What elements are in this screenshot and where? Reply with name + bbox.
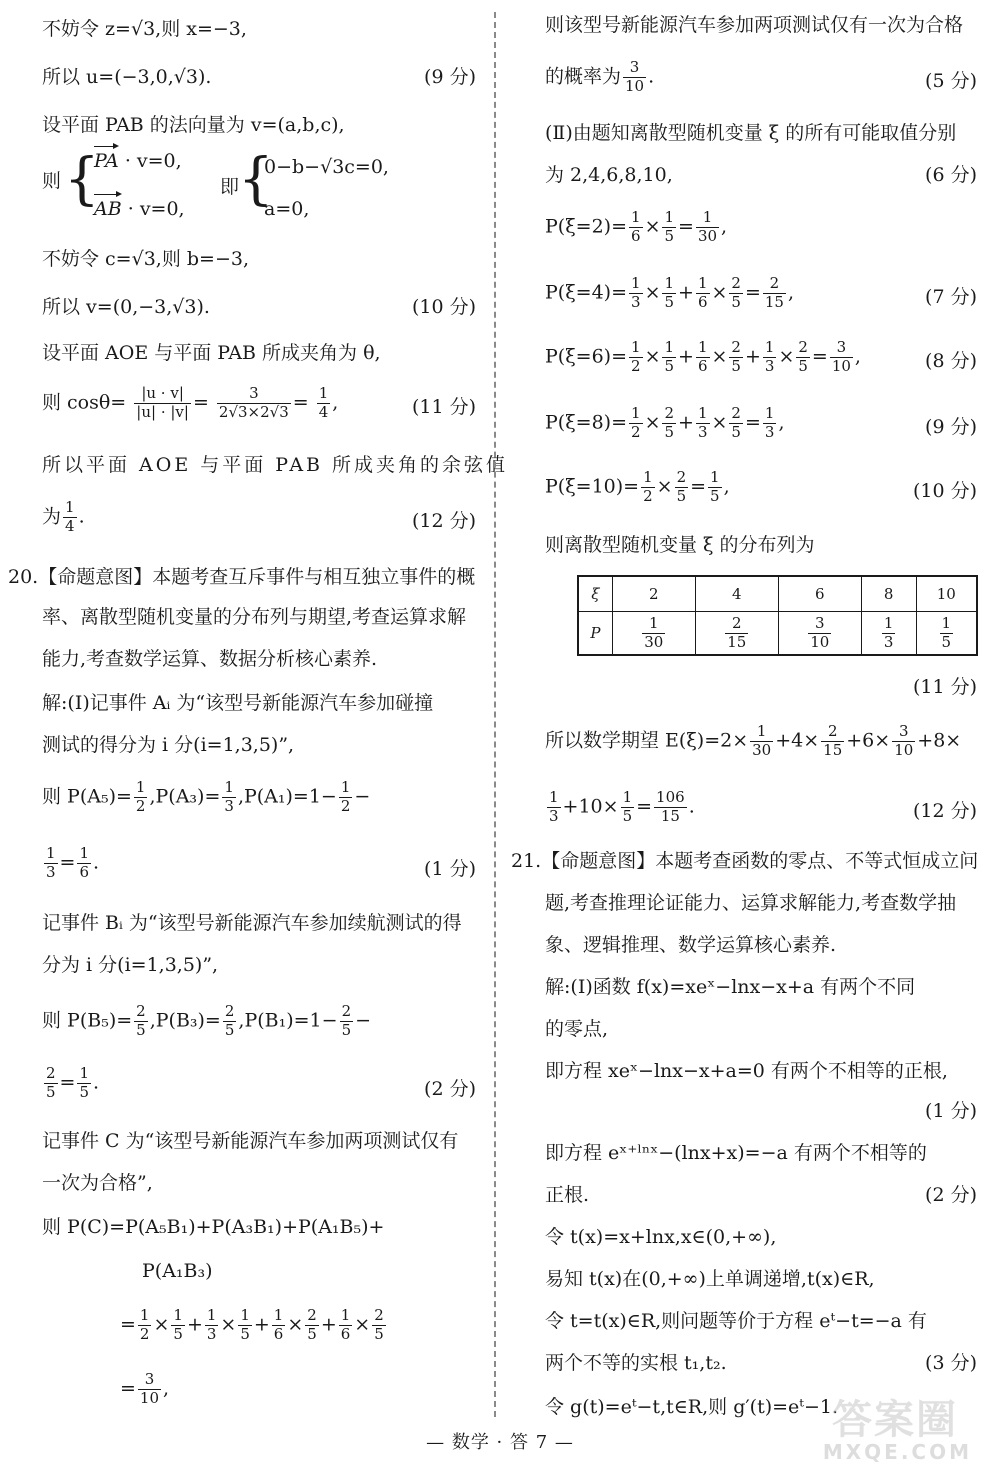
text-line: 不妨令 c=√3,则 b=−3,	[42, 248, 250, 270]
formula-line: 所以数学期望 E(ξ)=2× $\frac{1}{30}$ +4× $\frac{2}{15}$ +6× $\frac{3}{10}$ +8×	[545, 722, 962, 759]
score: (6 分)	[925, 164, 977, 186]
formula-line: P(ξ=2)= $\frac{1}{6}$ × $\frac{1}{5}$ = $\frac{1}{30}$ ,	[545, 208, 728, 245]
text-line: 易知 t(x)在(0,+∞)上单调递增,t(x)∈R,	[545, 1268, 875, 1290]
text-line: 则该型号新能源汽车参加两项测试仅有一次为合格	[545, 14, 964, 36]
text-line: 即方程 xeˣ−lnx−x+a=0 有两个不相等的正根,	[545, 1060, 948, 1082]
score: (1 分)	[925, 1100, 977, 1122]
score: (10 分)	[411, 296, 476, 318]
fraction: $\frac{1}{5}$	[79, 1064, 90, 1101]
formula-line: P(ξ=10)= $\frac{1}{2}$ × $\frac{2}{5}$ = $\frac{1}{5}$ , (10 分)	[545, 468, 977, 505]
text-line: 记事件 C 为“该型号新能源汽车参加两项测试仅有	[42, 1130, 459, 1152]
text-line: 即方程 eˣ⁺ˡⁿˣ−(lnx+x)=−a 有两个不相等的	[545, 1142, 927, 1164]
formula-line: P(ξ=8)= $\frac{1}{2}$ × $\frac{2}{5}$ + $\frac{1}{3}$ × $\frac{2}{5}$ = $\frac{1}{3}$ , (9 分)	[545, 404, 977, 441]
equation: 0−b−√3c=0,	[264, 156, 389, 178]
score: (2 分)	[925, 1184, 977, 1206]
fraction: $\frac{2}{5}$	[224, 1002, 235, 1039]
text-line: 令 g(t)=eᵗ−t,t∈R,则 g′(t)=eᵗ−1.	[545, 1396, 839, 1418]
table-row	[578, 612, 977, 656]
text-line: 题,考查推理论证能力、运算求解能力,考查数学抽	[545, 892, 957, 914]
formula-line: $\frac{2}{5}$ = $\frac{1}{5}$ . (2 分)	[46, 1064, 476, 1101]
fraction: $\frac{|u \cdot v|}{|u| \cdot |v|}$	[136, 384, 189, 421]
text-line: 分为 i 分(i=1,3,5)”,	[42, 954, 219, 976]
fraction: $\frac{3}{2√3\times 2√3}$	[218, 384, 289, 421]
vector-AB: AB	[94, 198, 122, 220]
table-row	[578, 576, 977, 612]
fraction: $\frac{1}{3}$	[46, 844, 56, 881]
distribution-table	[577, 575, 978, 656]
table-cell: $\frac{1}{30}$	[612, 612, 695, 656]
score: (2 分)	[424, 1078, 476, 1100]
page-footer: — 数学 · 答 7 —	[426, 1432, 574, 1453]
text-line: 设平面 AOE 与平面 PAB 所成夹角为 θ,	[42, 342, 381, 364]
vector-PA: PA	[94, 150, 119, 172]
text: · v=0,	[127, 198, 185, 220]
formula-line: 则 P(B₅)= $\frac{2}{5}$ ,P(B₃)= $\frac{2}{5}$ ,P(B₁)=1− $\frac{2}{5}$ −	[42, 1002, 372, 1039]
text: 所以 u=(−3,0,√3).	[42, 66, 212, 88]
score: (1 分)	[424, 858, 476, 880]
score: (11 分)	[912, 676, 977, 698]
column-divider	[494, 12, 496, 1417]
table-cell: 2	[612, 576, 695, 612]
table-cell: 4	[695, 576, 778, 612]
score: (12 分)	[411, 510, 476, 532]
fraction: $\frac{1}{2}$	[340, 778, 351, 815]
text: 即	[220, 176, 240, 198]
score: (8 分)	[925, 350, 977, 372]
equation: a=0,	[264, 198, 310, 220]
text-line	[42, 296, 476, 319]
text-line: 不妨令 z=√3,则 x=−3,	[42, 18, 247, 40]
text-line: (Ⅱ)由题知离散型随机变量 ξ 的所有可能取值分别	[545, 122, 957, 144]
table-cell: 10	[916, 576, 977, 612]
left-brace: {	[64, 147, 100, 212]
fraction: $\frac{1}{4}$	[65, 498, 75, 535]
table-cell: 6	[778, 576, 861, 612]
system-1	[64, 146, 208, 224]
fraction: $\frac{1}{6}$	[79, 844, 90, 881]
score: (11 分)	[411, 396, 476, 418]
text-line: 率、离散型随机变量的分布列与期望,考查运算求解	[42, 606, 467, 628]
text-line: 令 t(x)=x+lnx,x∈(0,+∞),	[545, 1226, 777, 1248]
formula-line: = $\frac{3}{10}$ ,	[120, 1370, 170, 1407]
text-line	[42, 66, 476, 89]
text: 为	[42, 505, 62, 528]
table-cell: P	[578, 612, 612, 656]
fraction: $\frac{1}{4}$	[318, 384, 329, 421]
table-cell: $\frac{2}{15}$	[695, 612, 778, 656]
text-line: P(A₁B₃)	[142, 1260, 213, 1282]
system-2	[238, 146, 472, 224]
text-line: 则 P(C)=P(A₅B₁)+P(A₃B₁)+P(A₁B₅)+	[42, 1216, 385, 1238]
score: (10 分)	[912, 480, 977, 502]
formula-line: $\frac{1}{3}$ +10× $\frac{1}{5}$ = $\frac{106}{15}$ . (12 分)	[549, 788, 977, 825]
score: (3 分)	[925, 1352, 977, 1374]
text: 则 cosθ=	[42, 391, 127, 414]
table-cell: $\frac{3}{10}$	[778, 612, 861, 656]
text-line: 解:(Ⅰ)函数 f(x)=xeˣ−lnx−x+a 有两个不同	[545, 976, 916, 998]
table-cell: ξ	[578, 576, 612, 612]
fraction: $\frac{2}{5}$	[136, 1002, 146, 1039]
formula-line: P(ξ=6)= $\frac{1}{2}$ × $\frac{1}{5}$ + $\frac{1}{6}$ × $\frac{2}{5}$ + $\frac{1}{3}$ × $\frac{2}{5}$ = $\frac{3}{10}$ , (8 分)	[545, 338, 977, 375]
text-line: 设平面 PAB 的法向量为 v=(a,b,c),	[42, 114, 345, 136]
score: (7 分)	[925, 286, 977, 308]
question-heading: 20.【命题意图】本题考查互斥事件与相互独立事件的概	[8, 566, 476, 588]
score: (9 分)	[925, 416, 977, 438]
text-line: 为 2,4,6,8,10, (6 分)	[545, 164, 977, 186]
text-line: 正根. (2 分)	[545, 1184, 977, 1206]
left-brace: {	[238, 147, 274, 212]
text-line: 记事件 Bᵢ 为“该型号新能源汽车参加续航测试的得	[42, 912, 462, 934]
formula-line: $\frac{1}{3}$ = $\frac{1}{6}$ . (1 分)	[46, 844, 476, 881]
formula-line: = $\frac{1}{2}$ × $\frac{1}{5}$ + $\frac{1}{3}$ × $\frac{1}{5}$ + $\frac{1}{6}$ × $\frac{2}{5}$ + $\frac{1}{6}$ × $\frac{2}{5}$	[120, 1306, 384, 1343]
text-line: 两个不等的实根 t₁,t₂. (3 分)	[545, 1352, 977, 1374]
table-cell: $\frac{1}{5}$	[916, 612, 977, 656]
fraction: $\frac{2}{5}$	[341, 1002, 352, 1039]
text-line: 解:(Ⅰ)记事件 Aᵢ 为“该型号新能源汽车参加碰撞	[42, 692, 434, 714]
watermark-logo: 答案圈 MXQE.COM	[822, 1397, 972, 1464]
fraction: $\frac{2}{5}$	[46, 1064, 56, 1101]
text-line: 象、逻辑推理、数学运算核心素养.	[545, 934, 837, 956]
fraction: $\frac{1}{3}$	[224, 778, 234, 815]
text-line: 令 t=t(x)∈R,则问题等价于方程 eᵗ−t=−a 有	[545, 1310, 927, 1332]
score: (12 分)	[912, 800, 977, 822]
formula-line: 则 P(A₅)= $\frac{1}{2}$ ,P(A₃)= $\frac{1}{3}$ ,P(A₁)=1− $\frac{1}{2}$ −	[42, 778, 371, 815]
question-heading: 21.【命题意图】本题考查函数的零点、不等式恒成立问	[511, 850, 979, 872]
fraction: $\frac{1}{2}$	[135, 778, 146, 815]
text-line: 的零点,	[545, 1018, 609, 1040]
formula-line: 则 cosθ= $\frac{|u \cdot v|}{|u| \cdot |v|}$ = $\frac{3}{2√3\times 2√3}$ = $\frac{1}{4}$ , (11 分)	[42, 384, 476, 421]
text-line: 测试的得分为 i 分(i=1,3,5)”,	[42, 734, 295, 756]
table-cell: 8	[861, 576, 916, 612]
text-line: 则离散型随机变量 ξ 的分布列为	[545, 534, 815, 556]
text: 则	[42, 170, 62, 192]
text-line: 一次为合格”,	[42, 1172, 153, 1194]
score: (9 分)	[424, 66, 476, 88]
formula-line: P(ξ=4)= $\frac{1}{3}$ × $\frac{1}{5}$ + $\frac{1}{6}$ × $\frac{2}{5}$ = $\frac{2}{15}$ , (7 分)	[545, 274, 977, 311]
text-line: 所以平面 AOE 与平面 PAB 所成夹角的余弦值	[42, 454, 509, 476]
text-line: 能力,考查数学运算、数据分析核心素养.	[42, 648, 378, 670]
text: 所以 v=(0,−3,√3).	[42, 296, 210, 318]
table-cell: $\frac{1}{3}$	[861, 612, 916, 656]
text: · v=0,	[124, 150, 182, 172]
formula-line: 的概率为 $\frac{3}{10}$ . (5 分)	[545, 58, 977, 95]
formula-line: 为 $\frac{1}{4}$ . (12 分)	[42, 498, 476, 535]
score: (5 分)	[925, 70, 977, 92]
